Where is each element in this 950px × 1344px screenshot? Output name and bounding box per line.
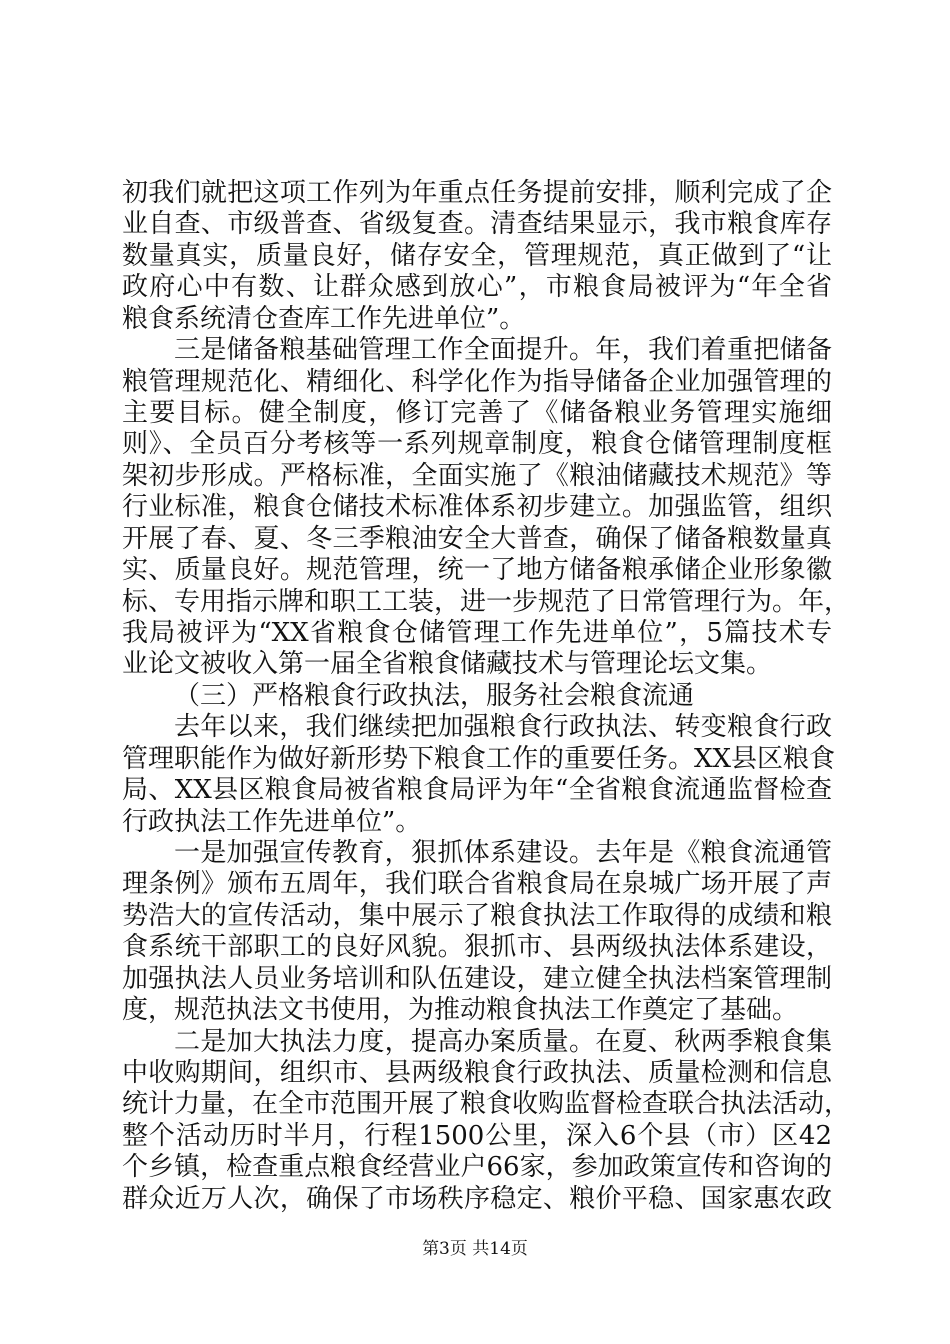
text-line: 实、质量良好。规范管理，统一了地方储备粮承储企业形象徽 bbox=[122, 555, 832, 585]
section-heading: （三）严格粮食行政执法，服务社会粮食流通 bbox=[174, 681, 695, 711]
text-line: 食系统干部职工的良好风貌。狠抓市、县两级执法体系建设， bbox=[122, 932, 832, 962]
text-line: 我局被评为“XX省粮食仓储管理工作先进单位”，5篇技术专 bbox=[122, 618, 832, 648]
text-line: 政府心中有数、让群众感到放心”，市粮食局被评为“年全省 bbox=[122, 272, 832, 302]
text-line: 业自查、市级普查、省级复查。清查结果显示，我市粮食库存 bbox=[122, 209, 832, 239]
text-line: 行政执法工作先进单位”。 bbox=[122, 807, 422, 837]
text-line: 则》、全员百分考核等一系列规章制度，粮食仓储管理制度框 bbox=[122, 429, 832, 459]
text-line: 度，规范执法文书使用，为推动粮食执法工作奠定了基础。 bbox=[122, 995, 799, 1025]
text-line: 主要目标。健全制度，修订完善了《储备粮业务管理实施细 bbox=[122, 398, 832, 428]
text-line: 粮食系统清仓查库工作先进单位”。 bbox=[122, 304, 526, 334]
text-line: 统计力量，在全市范围开展了粮食收购监督检查联合执法活动， bbox=[122, 1089, 851, 1119]
text-line: 势浩大的宣传活动，集中展示了粮食执法工作取得的成绩和粮 bbox=[122, 901, 832, 931]
text-line: 数量真实，质量良好，储存安全，管理规范，真正做到了“让 bbox=[122, 241, 832, 271]
text-line: 初我们就把这项工作列为年重点任务提前安排，顺利完成了企 bbox=[122, 178, 832, 208]
text-line: 标、专用指示牌和职工工装，进一步规范了日常管理行为。年， bbox=[122, 587, 851, 617]
text-line: 粮管理规范化、精细化、科学化作为指导储备企业加强管理的 bbox=[122, 367, 832, 397]
text-line: 整个活动历时半月，行程1500公里，深入6个县（市）区42 bbox=[122, 1121, 832, 1151]
paragraph-first-line: 三是储备粮基础管理工作全面提升。年，我们着重把储备 bbox=[174, 335, 832, 365]
text-line: 加强执法人员业务培训和队伍建设，建立健全执法档案管理制 bbox=[122, 964, 832, 994]
text-line: 开展了春、夏、冬三季粮油安全大普查，确保了储备粮数量真 bbox=[122, 524, 832, 554]
text-line: 中收购期间，组织市、县两级粮食行政执法、质量检测和信息 bbox=[122, 1058, 832, 1088]
text-line: 群众近万人次，确保了市场秩序稳定、粮价平稳、国家惠农政 bbox=[122, 1184, 832, 1214]
text-line: 局、XX县区粮食局被省粮食局评为年“全省粮食流通监督检查 bbox=[122, 775, 832, 805]
text-line: 架初步形成。严格标准，全面实施了《粮油储藏技术规范》等 bbox=[122, 461, 832, 491]
text-line: 个乡镇，检查重点粮食经营业户66家，参加政策宣传和咨询的 bbox=[122, 1152, 832, 1182]
page-number-footer: 第3页 共14页 bbox=[422, 1239, 528, 1259]
paragraph-first-line: 二是加大执法力度，提高办案质量。在夏、秋两季粮食集 bbox=[174, 1027, 832, 1057]
text-line: 理条例》颁布五周年，我们联合省粮食局在泉城广场开展了声 bbox=[122, 869, 832, 899]
paragraph-first-line: 一是加强宣传教育，狠抓体系建设。去年是《粮食流通管 bbox=[174, 838, 832, 868]
text-line: 管理职能作为做好新形势下粮食工作的重要任务。XX县区粮食 bbox=[122, 744, 836, 774]
text-line: 业论文被收入第一届全省粮食储藏技术与管理论坛文集。 bbox=[122, 649, 773, 679]
text-line: 行业标准，粮食仓储技术标准体系初步建立。加强监管，组织 bbox=[122, 492, 832, 522]
paragraph-first-line: 去年以来，我们继续把加强粮食行政执法、转变粮食行政 bbox=[174, 712, 832, 742]
